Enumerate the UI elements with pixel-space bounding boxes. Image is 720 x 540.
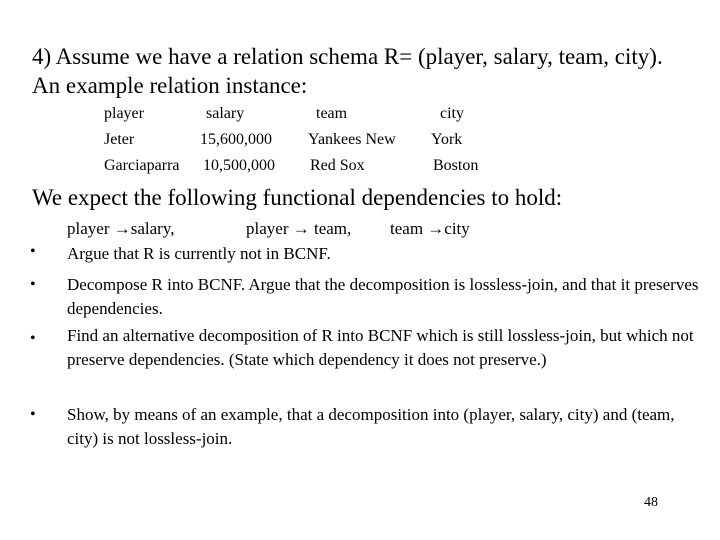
table-cell: Red Sox: [310, 157, 365, 174]
table-header-city: city: [440, 105, 464, 122]
fd-player-salary: player →salary,: [67, 219, 175, 238]
table-cell: Boston: [433, 157, 479, 174]
list-item: Argue that R is currently not in BCNF.: [67, 244, 331, 263]
table-header-salary: salary: [206, 105, 245, 122]
bullet-icon: •: [30, 406, 36, 423]
table-header-player: player: [104, 105, 144, 122]
table-cell: Jeter: [104, 131, 135, 148]
bullet-icon: •: [30, 330, 36, 347]
table-cell: Yankees New: [308, 131, 396, 148]
heading-line-1: 4) Assume we have a relation schema R= (player, salary, team, city).: [32, 44, 663, 69]
heading-line-2: An example relation instance:: [32, 73, 308, 98]
fd-player-team: player → team,: [246, 219, 352, 238]
bullet-icon: •: [30, 276, 36, 293]
list-item: Find an alternative decomposition of R into BCNF which is still lossless-join, but which not preserve dependencies. (State which dependency it does not preserve.): [67, 326, 694, 369]
list-item: Show, by means of an example, that a decomposition into (player, salary, city) and (team, city) is not lossless-join.: [67, 405, 675, 448]
table-cell: York: [431, 131, 463, 148]
table-cell: 10,500,000: [203, 157, 275, 174]
fd-team-city: team →city: [390, 219, 470, 238]
bullet-icon: •: [30, 243, 36, 260]
page-number: 48: [644, 495, 658, 510]
table-cell: 15,600,000: [200, 131, 272, 148]
table-header-team: team: [316, 105, 348, 122]
list-item: Decompose R into BCNF. Argue that the decomposition is lossless-join, and that it preserves dependencies.: [67, 275, 699, 318]
table-cell: Garciaparra: [104, 157, 180, 174]
fd-heading: We expect the following functional dependencies to hold:: [32, 185, 563, 210]
